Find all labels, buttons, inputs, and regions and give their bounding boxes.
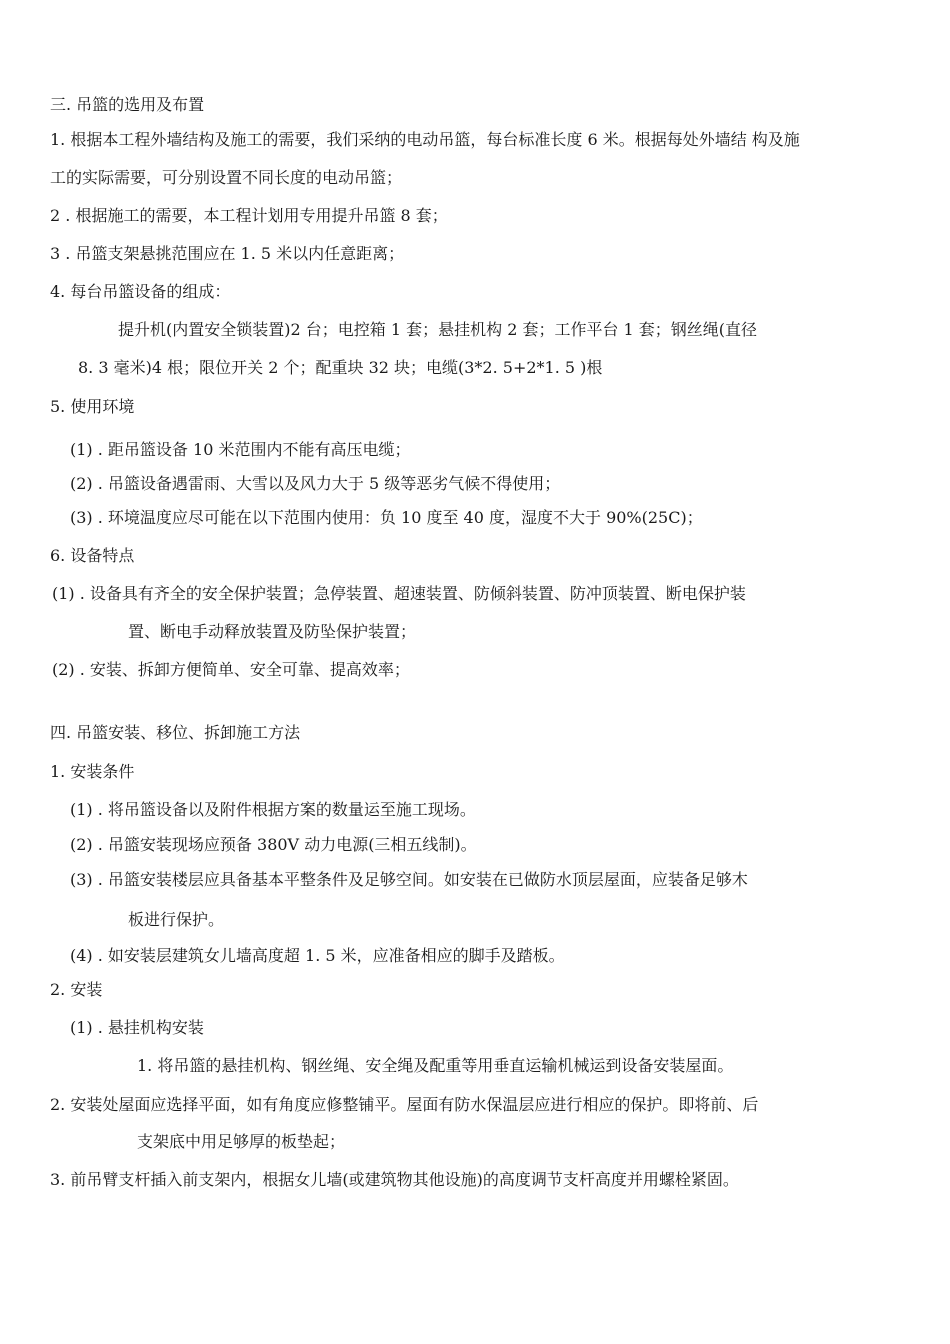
section4-heading: 四. 吊篮安装、移位、拆卸施工方法	[50, 723, 301, 742]
section4-item1-sub2: (2) . 吊篮安装现场应预备 380V 动力电源(三相五线制)。	[70, 835, 477, 854]
section3-item1-line1: 1. 根据本工程外墙结构及施工的需要，我们采纳的电动吊篮，每台标准长度 6 米。根据每处外墙结 构及施	[50, 130, 800, 149]
section3-item6-sub2: (2) . 安装、拆卸方便简单、安全可靠、提高效率；	[52, 660, 410, 679]
section4-item1-sub1: (1) . 将吊篮设备以及附件根据方案的数量运至施工现场。	[70, 800, 476, 819]
section4-item1-sub3-line2: 板进行保护。	[128, 910, 225, 929]
section3-item5-sub1: (1) . 距吊篮设备 10 米范围内不能有高压电缆；	[70, 440, 411, 459]
section3-item1-line2: 工的实际需要，可分别设置不同长度的电动吊篮；	[50, 168, 403, 187]
section3-item5-sub3: (3) . 环境温度应尽可能在以下范围内使用：负 10 度至 40 度，湿度不大于 90%(25C)；	[70, 508, 703, 527]
section4-item1-title: 1. 安装条件	[50, 762, 135, 781]
section3-heading: 三. 吊篮的选用及布置	[50, 95, 205, 114]
section4-item2-sub1: (1) . 悬挂机构安装	[70, 1018, 204, 1037]
section4-item1-sub3-line1: (3) . 吊篮安装楼层应具备基本平整条件及足够空间。如安装在已做防水顶层屋面，应装备足够木	[70, 870, 748, 889]
section3-item4-line1: 提升机(内置安全锁装置)2 台；电控箱 1 套；悬挂机构 2 套；工作平台 1 套；钢丝绳(直径	[118, 320, 758, 339]
section4-item1-sub4: (4) . 如安装层建筑女儿墙高度超 1. 5 米，应准备相应的脚手及踏板。	[70, 946, 565, 965]
section4-step2-line2: 支架底中用足够厚的板垫起；	[137, 1132, 346, 1151]
section3-item5-title: 5. 使用环境	[50, 397, 135, 416]
section3-item3: 3 . 吊篮支架悬挑范围应在 1. 5 米以内任意距离；	[50, 244, 405, 263]
section3-item5-sub2: (2) . 吊篮设备遇雷雨、大雪以及风力大于 5 级等恶劣气候不得使用；	[70, 474, 561, 493]
section3-item4-line2: 8. 3 毫米)4 根；限位开关 2 个；配重块 32 块；电缆(3*2. 5+2*1. 5 )根	[78, 358, 603, 377]
section3-item6-sub1-line2: 置、断电手动释放装置及防坠保护装置；	[128, 622, 417, 641]
section3-item6-title: 6. 设备特点	[50, 546, 135, 565]
section4-step3: 3. 前吊臂支杆插入前支架内，根据女儿墙(或建筑物其他设施)的高度调节支杆高度并用螺栓紧固。	[50, 1170, 739, 1189]
section4-step2-line1: 2. 安装处屋面应选择平面，如有角度应修整铺平。屋面有防水保温层应进行相应的保护。即将前、后	[50, 1095, 759, 1114]
section3-item6-sub1-line1: (1) . 设备具有齐全的安全保护装置；急停装置、超速装置、防倾斜装置、防冲顶装置、断电保护装	[52, 584, 746, 603]
section4-item2-sub1-step1: 1. 将吊篮的悬挂机构、钢丝绳、安全绳及配重等用垂直运输机械运到设备安装屋面。	[137, 1056, 734, 1075]
section4-item2-title: 2. 安装	[50, 980, 103, 999]
section3-item4-title: 4. 每台吊篮设备的组成：	[50, 282, 231, 301]
section3-item2: 2 . 根据施工的需要，本工程计划用专用提升吊篮 8 套；	[50, 206, 448, 225]
